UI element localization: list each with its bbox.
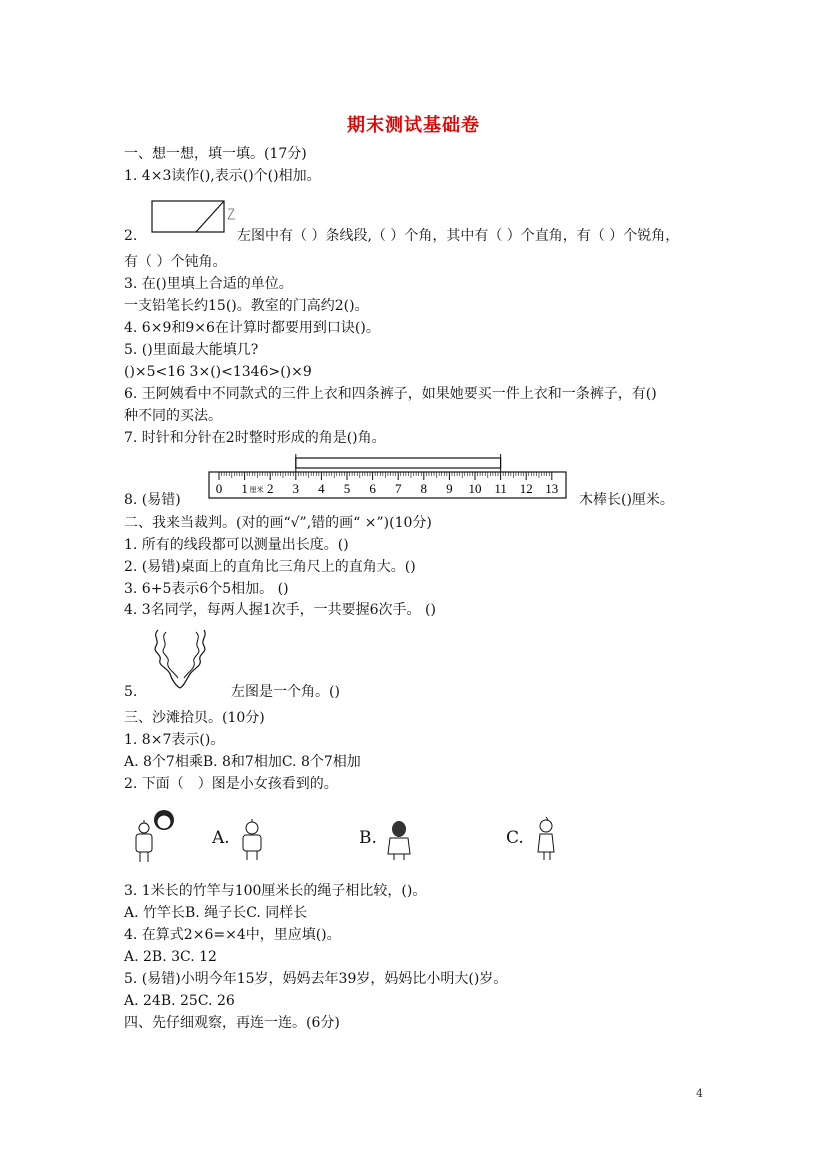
ruler-tick-label: 13 (545, 481, 559, 496)
page-title: 期末测试基础卷 (347, 115, 480, 136)
s3-question-4: 4. 在算式2×6=×4中，里应填()。 (124, 927, 341, 943)
section-3-heading: 三、沙滩拾贝。(10分) (124, 710, 265, 726)
ruler-tick-label: 8 (420, 481, 428, 496)
s1-question-4: 4. 6×9和9×6在计算时都要用到口诀()。 (124, 320, 380, 336)
section-4-heading: 四、先仔细观察，再连一连。(6分) (124, 1015, 340, 1031)
ruler-tick-label: 4 (318, 481, 325, 496)
s3-question-1-options: A. 8个7相乘B. 8和7相加C. 8个7相加 (124, 754, 361, 770)
s1-question-2-continued: 有（ ）个钝角。 (124, 254, 227, 270)
s2-question-5-number: 5. (124, 684, 138, 700)
s1-question-1: 1. 4×3读作(),表示()个()相加。 (124, 168, 321, 184)
s1-question-8: 木棒长()厘米。 (579, 492, 674, 508)
ruler-tick-label: 9 (446, 481, 453, 496)
s3-question-5: 5. (易错)小明今年15岁，妈妈去年39岁，妈妈比小明大()岁。 (124, 971, 508, 987)
s2-question-1: 1. 所有的线段都可以测量出长度。() (124, 537, 349, 553)
toy-front-view-figure (235, 818, 269, 862)
s1-question-7: 7. 时针和分针在2时整时形成的角是()角。 (124, 430, 386, 446)
ruler-tick-label: 11 (494, 481, 507, 496)
section-1-heading: 一、想一想，填一填。(17分) (124, 146, 307, 162)
s1-question-2-number: 2. (124, 228, 138, 244)
s1-question-3: 3. 在()里填上合适的单位。 (124, 276, 293, 292)
s3-question-5-options: A. 24B. 25C. 26 (124, 993, 235, 1009)
ruler-tick-label: 10 (468, 481, 482, 496)
ruler-tick-label: 2 (266, 481, 274, 496)
s3-question-1: 1. 8×7表示()。 (124, 732, 225, 748)
s1-question-3-line: 一支铅笔长约15()。教室的门高约2()。 (124, 298, 369, 314)
ruler-figure (205, 452, 573, 502)
s2-question-2: 2. (易错)桌面上的直角比三角尺上的直角大。() (124, 559, 416, 575)
ruler-tick-label: 3 (292, 481, 300, 496)
s1-question-6: 6. 王阿姨看中不同款式的三件上衣和四条裤子，如果她要买一件上衣和一条裤子，有() (124, 386, 657, 402)
s1-question-5-line: ()×5<16 3×()<1346>()×9 (124, 364, 312, 380)
s2-question-3: 3. 6+5表示6个5相加。 () (124, 581, 289, 597)
ruler-tick-label: 7 (394, 481, 402, 496)
toy-side-view-figure (532, 816, 560, 862)
wavy-angle-figure (150, 626, 216, 692)
s1-question-5: 5. ()里面最大能填几? (124, 342, 259, 358)
ruler-tick-label: 12 (519, 481, 533, 496)
s3-question-4-options: A. 2B. 3C. 12 (124, 949, 217, 965)
ruler-unit-label: 厘米 (249, 486, 264, 494)
ruler-tick-label: 1 (241, 481, 248, 496)
ruler-tick-label: 0 (215, 481, 223, 496)
s3-question-3-options: A. 竹竿长B. 绳子长C. 同样长 (124, 905, 308, 921)
option-a-label: A. (212, 828, 230, 848)
s3-question-2: 2. 下面（ ）图是小女孩看到的。 (124, 776, 338, 792)
page-number: 4 (696, 1087, 703, 1100)
rectangle-triangle-figure (150, 199, 240, 235)
s1-question-8-number: 8. (易错) (124, 492, 181, 508)
s2-question-5: 左图是一个角。() (231, 684, 340, 700)
ruler-tick-label: 6 (369, 481, 376, 496)
option-b-label: B. (359, 828, 377, 848)
toy-back-view-figure (384, 818, 414, 862)
girl-with-toy-figure (126, 806, 186, 866)
s3-question-3: 3. 1米长的竹竿与100厘米长的绳子相比较，()。 (124, 883, 427, 899)
s1-question-6-continued: 种不同的买法。 (124, 408, 222, 424)
wood-stick (296, 458, 501, 468)
s1-question-2: 左图中有（ ）条线段,（ ）个角，其中有（ ）个直角，有（ ）个锐角， (237, 228, 680, 244)
s2-question-4: 4. 3名同学，每两人握1次手，一共要握6次手。 () (124, 602, 436, 618)
ruler-tick-label: 5 (343, 481, 351, 496)
option-c-label: C. (506, 828, 524, 848)
section-2-heading: 二、我来当裁判。(对的画“√”,错的画“ ×”)(10分) (124, 515, 432, 531)
